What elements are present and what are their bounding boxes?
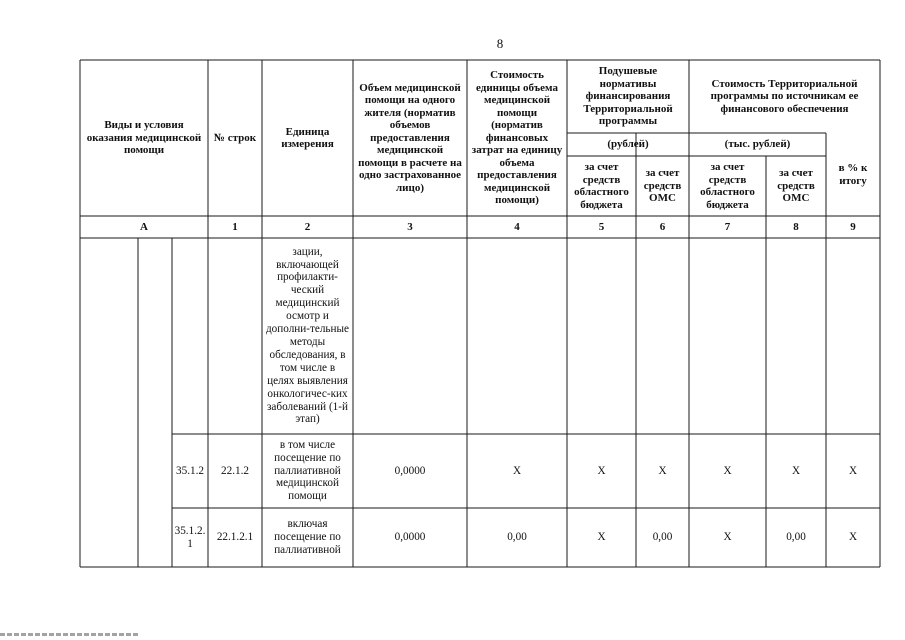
index-cell-7: 7	[724, 220, 731, 233]
page-number: 8	[496, 36, 504, 51]
table-row-1-sub: 35.1.2	[176, 464, 204, 477]
index-cell-a: А	[140, 220, 148, 233]
header-col-7: за счет средств областного бюджета	[700, 161, 755, 211]
index-cell-1: 1	[232, 220, 238, 233]
table-row-2-c4: 0,00	[507, 531, 527, 544]
header-col-1: № строк	[213, 131, 257, 144]
table-row-1-c3: 0,0000	[394, 464, 426, 477]
index-cell-2: 2	[304, 220, 311, 233]
header-col-5: за счет средств областного бюджета	[574, 161, 629, 211]
index-cell-6: 6	[659, 220, 666, 233]
header-col-2: Единица измерения	[281, 125, 334, 150]
table-row-1-c7: Х	[723, 464, 732, 477]
header-col-6: за счет средств ОМС	[643, 167, 682, 205]
table-row-2-c7: Х	[723, 531, 732, 544]
index-cell-5: 5	[598, 220, 605, 233]
table-row-1-unit: в том числе посещение по паллиативной медицинской помощи	[274, 438, 341, 503]
header-col-9: в % к итогу	[838, 162, 868, 187]
table-row-1-c9: Х	[848, 464, 858, 477]
scan-artifact	[0, 633, 140, 636]
table-row-2-c8: 0,00	[786, 531, 806, 544]
table-row-0-unit: зации, включающей профилакти-ческий медицинский осмотр и дополни-тельные методы обследования, в том числе в целях выявления онкологичес-ких заболеваний (1-й этап)	[265, 245, 349, 426]
table-row-1-c6: Х	[658, 464, 667, 477]
index-cell-4: 4	[514, 220, 520, 233]
header-col-7-8-unit: (тыс. рублей)	[724, 138, 791, 151]
table-row-2-line: 22.1.2.1	[216, 531, 254, 544]
header-col-5-6-unit: (рублей)	[607, 138, 649, 151]
header-col-8: за счет средств ОМС	[777, 167, 815, 205]
table-row-2-c6: 0,00	[652, 531, 673, 544]
index-cell-9: 9	[850, 220, 856, 233]
table-row-2-c5: Х	[597, 531, 606, 544]
header-col-4: Стоимость единицы объема медицинской помощи (норматив финансовых затрат на единицу объема предоставления медицинской помощи)	[471, 69, 563, 207]
header-col-3: Объем медицинской помощи на одного жителя (норматив объемов предоставления медицинской помощи в расчете на одно застрахованное лицо)	[358, 81, 462, 194]
header-col-5-6-group: Подушевые нормативы финансирования Территориальной программы	[583, 65, 673, 128]
index-cell-8: 8	[793, 220, 799, 233]
table-row-2-c3: 0,0000	[394, 531, 426, 544]
header-col-7-9-group: Стоимость Территориальной программы по источникам ее финансового обеспечения	[710, 77, 859, 115]
table-row-1-line: 22.1.2	[221, 464, 249, 477]
table-row-2-unit: включая посещение по паллиативной	[274, 518, 341, 556]
index-cell-3: 3	[407, 220, 413, 233]
header-col-a: Виды и условия оказания медицинской помощи	[86, 119, 202, 157]
table-row-1-c4: Х	[512, 464, 522, 477]
table-row-2-c9: Х	[848, 531, 858, 544]
table-row-1-c8: Х	[791, 464, 801, 477]
table-row-1-c5: Х	[597, 464, 606, 477]
table-row-2-sub: 35.1.2.1	[174, 524, 206, 550]
